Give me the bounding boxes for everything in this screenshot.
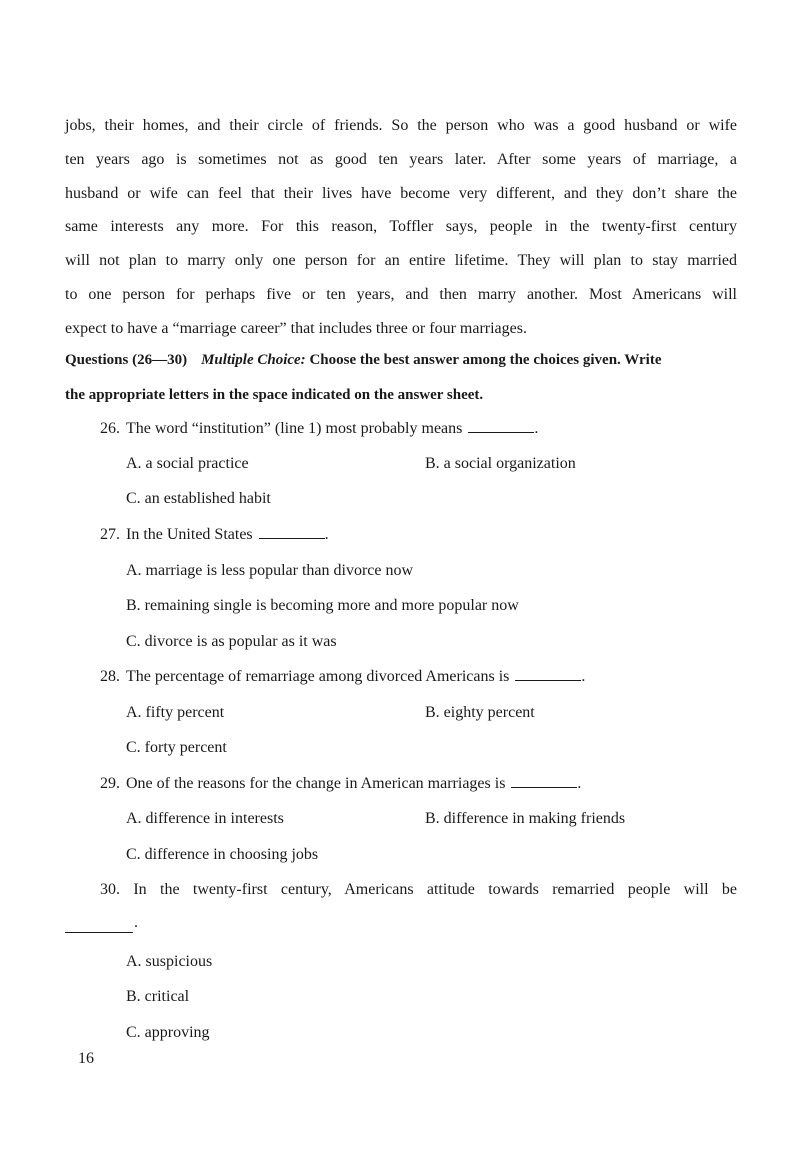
option-26b: B. a social organization [425,455,576,472]
question-end: . [134,914,138,931]
instructions-text-continued: the appropriate letters in the space indicated on the answer sheet. [65,387,484,403]
answer-blank [259,524,325,539]
option-27b: B. remaining single is becoming more and more popular now [126,597,519,614]
option-28b: B. eighty percent [425,704,535,721]
question-stem: In the twenty-first century, Americans attitude towards remarried people will be [133,881,738,898]
question-end: . [534,420,539,437]
question-range: Questions (26—30) [65,352,188,368]
question-end: . [324,526,329,543]
passage-line: ten years ago is sometimes not as good ten years later. After some years of marriage, a [65,150,737,168]
question-type: Multiple Choice: [201,352,306,368]
question-29 [100,773,581,795]
question-27 [100,524,329,546]
passage-line: same interests any more. For this reason, Toffler says, people in the twenty-first century [65,218,737,236]
question-26 [100,418,538,440]
answer-blank [65,916,133,933]
passage-line: expect to have a “marriage career” that includes three or four marriages. [65,319,527,337]
question-30 [100,879,737,901]
option-30b: B. critical [126,988,190,1005]
passage-line: jobs, their homes, and their circle of friends. So the person who was a good husband or wife [65,117,737,134]
option-29c: C. difference in choosing jobs [126,846,319,863]
question-stem: One of the reasons for the change in American marriages is [126,775,506,792]
option-29a: A. difference in interests [126,810,284,827]
passage-line: husband or wife can feel that their lives have become very different, and they don’t share the [65,184,737,202]
answer-blank [515,666,581,681]
instructions-text: Choose the best answer among the choices given. Write [309,352,662,368]
option-30a: A. suspicious [126,953,213,970]
passage-line: to one person for perhaps five or ten years, and then marry another. Most Americans will [65,285,737,303]
option-28a: A. fifty percent [126,704,225,721]
question-number: 28. [100,668,120,685]
answer-blank [468,418,534,433]
question-end: . [577,775,582,792]
question-number: 26. [100,420,120,437]
option-27c: C. divorce is as popular as it was [126,633,337,650]
option-28c: C. forty percent [126,739,227,756]
option-30c: C. approving [126,1024,210,1041]
question-stem: In the United States [126,526,253,543]
question-number: 27. [100,526,120,543]
option-26c: C. an established habit [126,490,271,507]
question-stem: The word “institution” (line 1) most probably means [126,420,463,437]
option-29b: B. difference in making friends [425,810,626,827]
question-instructions [65,343,737,413]
question-28 [100,666,585,688]
question-number: 30. [100,881,120,898]
page-number: 16 [78,1050,94,1067]
passage-line: will not plan to marry only one person for an entire lifetime. They will plan to stay married [65,252,737,270]
option-26a: A. a social practice [126,455,249,472]
question-end: . [581,668,586,685]
question-number: 29. [100,775,120,792]
option-27a: A. marriage is less popular than divorce now [126,562,414,579]
answer-blank [511,773,577,788]
reading-passage [65,109,737,346]
question-stem: The percentage of remarriage among divorced Americans is [126,668,510,685]
